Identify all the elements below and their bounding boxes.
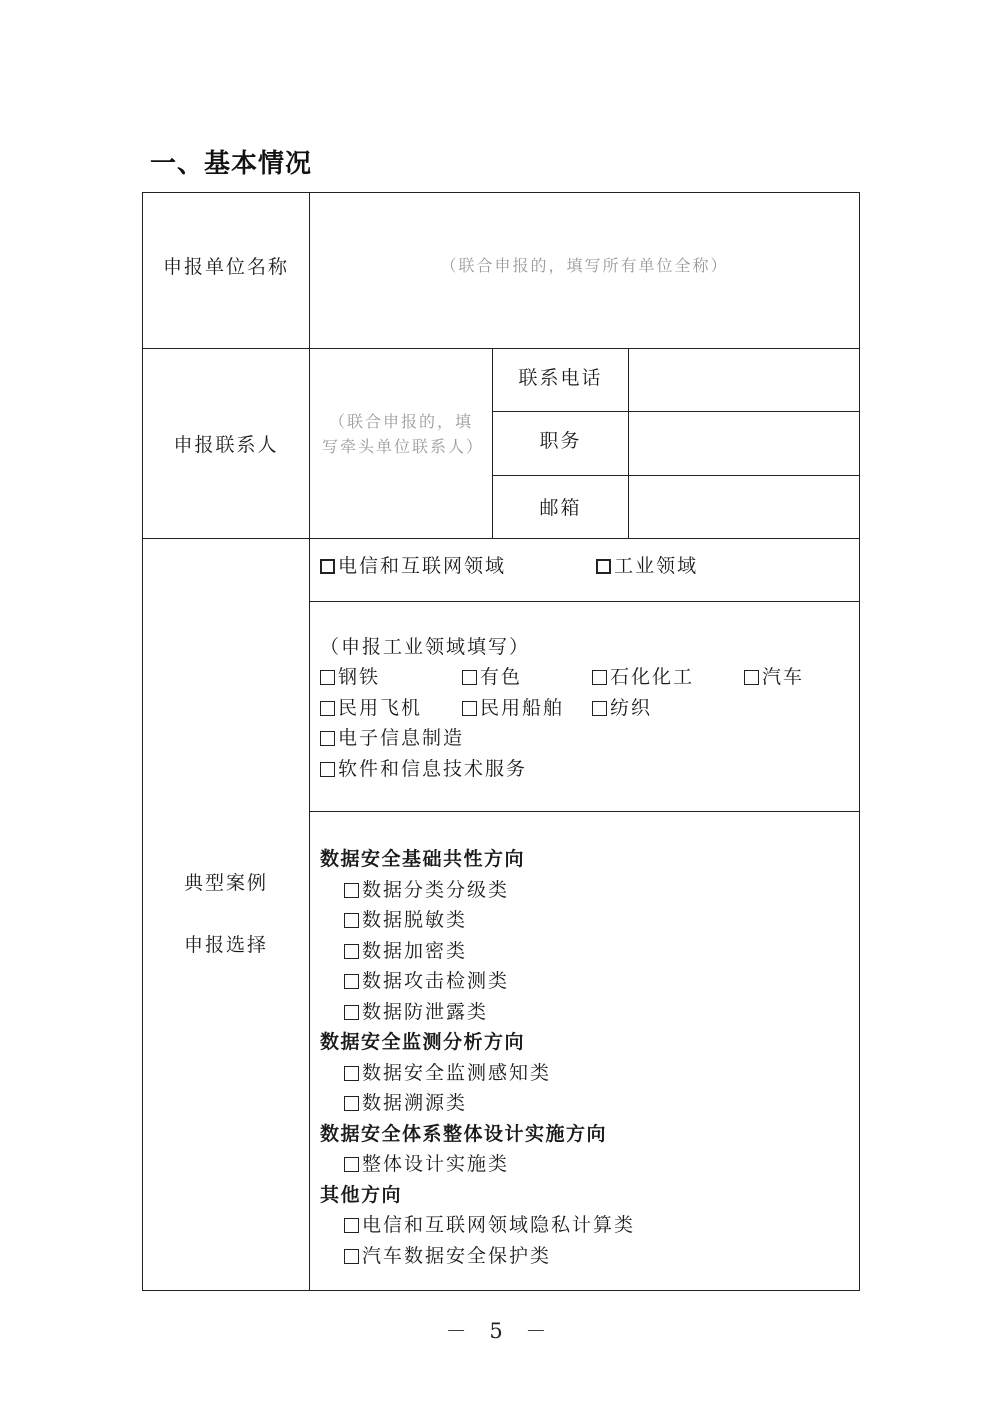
case-group-title: 数据安全基础共性方向 xyxy=(320,848,526,871)
position-field[interactable] xyxy=(629,412,860,475)
industry-row-2 xyxy=(320,693,849,724)
industry-selection xyxy=(310,601,860,811)
checkbox-icon[interactable] xyxy=(344,944,359,959)
basic-info-form xyxy=(142,192,860,1291)
industry-option[interactable]: 石化化工 xyxy=(592,662,744,693)
industry-row-3 xyxy=(320,723,849,754)
case-option[interactable]: 整体设计实施类 xyxy=(320,1149,849,1180)
unit-name-label: 申报单位名称 xyxy=(143,193,310,349)
case-option[interactable]: 数据脱敏类 xyxy=(320,905,849,936)
industry-option[interactable]: 软件和信息技术服务 xyxy=(320,754,527,785)
checkbox-icon[interactable] xyxy=(592,701,607,716)
domain-option-telecom[interactable]: 电信和互联网领域 xyxy=(320,551,506,578)
case-option[interactable]: 数据加密类 xyxy=(320,936,849,967)
case-group-title: 其他方向 xyxy=(320,1183,403,1206)
domain-option-industry[interactable]: 工业领域 xyxy=(596,551,698,578)
checkbox-icon[interactable] xyxy=(320,701,335,716)
page-number: － 5 － xyxy=(445,1319,555,1343)
industry-option[interactable]: 电子信息制造 xyxy=(320,723,464,754)
position-label: 职务 xyxy=(493,412,629,475)
checkbox-icon[interactable] xyxy=(592,670,607,685)
case-option[interactable]: 数据防泄露类 xyxy=(320,997,849,1028)
case-option[interactable]: 数据分类分级类 xyxy=(320,875,849,906)
contact-person-label: 申报联系人 xyxy=(143,349,310,538)
checkbox-icon[interactable] xyxy=(744,670,759,685)
industry-option[interactable]: 民用飞机 xyxy=(320,693,462,724)
checkbox-icon[interactable] xyxy=(344,1249,359,1264)
phone-label: 联系电话 xyxy=(493,349,629,412)
case-option[interactable]: 汽车数据安全保护类 xyxy=(320,1241,849,1272)
case-option[interactable]: 电信和互联网领域隐私计算类 xyxy=(320,1210,849,1241)
industry-row-4 xyxy=(320,754,849,785)
case-group-title: 数据安全监测分析方向 xyxy=(320,1031,526,1054)
case-selection-label xyxy=(143,538,310,1290)
checkbox-icon[interactable] xyxy=(320,670,335,685)
industry-option[interactable]: 民用船舶 xyxy=(462,693,592,724)
checkbox-icon[interactable] xyxy=(320,762,335,777)
checkbox-icon[interactable] xyxy=(596,559,611,574)
unit-name-hint: （联合申报的，填写所有单位全称） xyxy=(440,256,729,276)
phone-field[interactable] xyxy=(629,349,860,412)
case-label-line1: 典型案例 xyxy=(183,872,268,895)
unit-name-field[interactable] xyxy=(310,193,860,349)
industry-option[interactable]: 有色 xyxy=(462,662,592,693)
industry-row-1 xyxy=(320,662,849,693)
checkbox-icon[interactable] xyxy=(344,1218,359,1233)
email-label: 邮箱 xyxy=(493,475,629,538)
checkbox-icon[interactable] xyxy=(344,883,359,898)
case-option[interactable]: 数据攻击检测类 xyxy=(320,966,849,997)
case-option[interactable]: 数据溯源类 xyxy=(320,1088,849,1119)
contact-person-field[interactable] xyxy=(310,349,493,538)
contact-person-hint: （联合申报的，填写牵头单位联系人） xyxy=(322,412,485,457)
checkbox-icon[interactable] xyxy=(344,974,359,989)
checkbox-icon[interactable] xyxy=(462,701,477,716)
checkbox-icon[interactable] xyxy=(344,1157,359,1172)
checkbox-icon[interactable] xyxy=(320,731,335,746)
checkbox-icon[interactable] xyxy=(344,1005,359,1020)
industry-option[interactable]: 汽车 xyxy=(744,662,804,693)
domain-selection xyxy=(310,538,860,601)
industry-option[interactable]: 钢铁 xyxy=(320,662,462,693)
industry-option[interactable]: 纺织 xyxy=(592,693,652,724)
checkbox-icon[interactable] xyxy=(320,559,335,574)
checkbox-icon[interactable] xyxy=(344,913,359,928)
section-title: 一、基本情况 xyxy=(150,149,313,179)
case-option[interactable]: 数据安全监测感知类 xyxy=(320,1058,849,1089)
case-group-title: 数据安全体系整体设计实施方向 xyxy=(320,1122,608,1145)
industry-note: （申报工业领域填写） xyxy=(320,635,531,658)
checkbox-icon[interactable] xyxy=(344,1096,359,1111)
case-type-selection xyxy=(310,812,860,1291)
checkbox-icon[interactable] xyxy=(462,670,477,685)
case-label-line2: 申报选择 xyxy=(183,934,268,957)
checkbox-icon[interactable] xyxy=(344,1066,359,1081)
email-field[interactable] xyxy=(629,475,860,538)
